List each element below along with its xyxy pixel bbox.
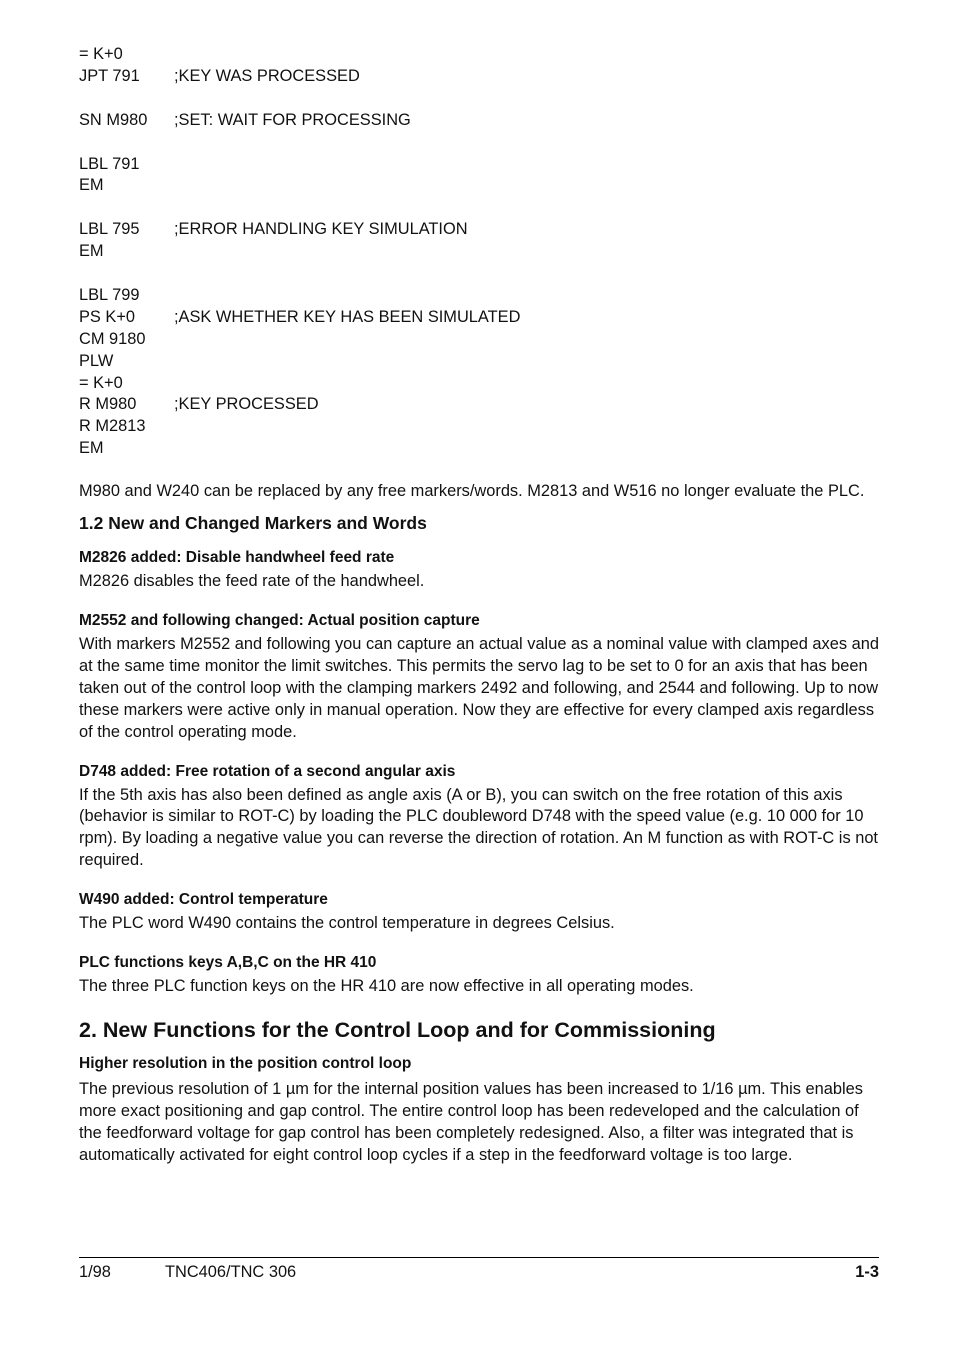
item-body: The three PLC function keys on the HR 410 are now effective in all operating modes.	[79, 977, 694, 996]
code-instruction: = K+0	[79, 45, 123, 63]
code-instruction: LBL 791	[79, 154, 140, 173]
code-blank-line	[79, 263, 879, 285]
code-instruction: EM	[79, 176, 104, 195]
code-instruction: LBL 799	[79, 285, 140, 304]
code-blank-line	[79, 197, 879, 219]
code-instruction: R M2813	[79, 417, 146, 436]
code-row	[79, 351, 879, 373]
item-heading: W490 added: Control temperature	[79, 891, 328, 909]
code-instruction: SN M980	[79, 110, 148, 129]
item-body: The PLC word W490 contains the control temperature in degrees Celsius.	[79, 914, 615, 933]
item-body: M2826 disables the feed rate of the handwheel.	[79, 572, 425, 591]
section-2-title: 2. New Functions for the Control Loop and for Commissioning	[79, 1017, 716, 1042]
code-row	[79, 329, 879, 351]
code-comment: ;ERROR HANDLING KEY SIMULATION	[174, 220, 468, 239]
code-instruction: PLW	[79, 351, 114, 370]
code-instruction: PS K+0	[79, 307, 136, 326]
code-instruction: = K+0	[79, 373, 123, 392]
code-row	[79, 66, 879, 88]
section-2-subheading: Higher resolution in the position control loop	[79, 1054, 412, 1072]
code-comment: ;KEY WAS PROCESSED	[174, 66, 360, 85]
code-blank-line	[79, 88, 879, 110]
code-row	[79, 285, 879, 307]
code-instruction: CM 9180	[79, 329, 146, 348]
intro-note: M980 and W240 can be replaced by any free markers/words. M2813 and W516 no longer evaluate the PLC.	[79, 482, 865, 501]
code-instruction: EM	[79, 439, 104, 458]
code-row	[79, 416, 879, 438]
code-row	[79, 219, 879, 241]
item-body: With markers M2552 and following you can capture an actual value as a nominal value with clamped axes and at the same time monitor the limit switches. This permits the servo lag to be set to 0 for an axis that has been taken out of the control loop with the clamping markers 2492 and following, and 2544 and following. Up to now these markers were active only in manual operation. Now they are effective for every clamped axis regardless of the control operating mode.	[79, 634, 879, 741]
footer-date: 1/98	[79, 1263, 111, 1281]
item-body: If the 5th axis has also been defined as angle axis (A or B), you can switch on the free rotation of this axis (behavior is similar to ROT-C) by loading the PLC doubleword D748 with the speed value (e.g. 10 000 for 10 rpm). By loading a negative value you can reverse the direction of rotation. An M function as with ROT-C is not required.	[79, 785, 878, 870]
code-row	[79, 44, 879, 66]
code-comment: ;ASK WHETHER KEY HAS BEEN SIMULATED	[174, 307, 521, 326]
code-instruction: R M980	[79, 395, 137, 414]
code-row	[79, 394, 879, 416]
code-instruction: LBL 795	[79, 220, 140, 239]
code-instruction: EM	[79, 242, 104, 261]
section-1-2-title: 1.2 New and Changed Markers and Words	[79, 513, 427, 534]
footer-model: TNC406/TNC 306	[165, 1263, 297, 1281]
code-row	[79, 175, 879, 197]
section-2-body: The previous resolution of 1 µm for the internal position values has been increased to 1/16 µm. This enables more exact positioning and gap control. The entire control loop has been redeveloped and the calculation of the feedforward voltage for gap control has been completely redesigned. Also, a filter was integrated that is automatically activated for eight control loop cycles if a step in the feedforward voltage is too large.	[79, 1079, 863, 1164]
item-heading: M2826 added: Disable handwheel feed rate	[79, 549, 395, 567]
item-heading: D748 added: Free rotation of a second angular axis	[79, 762, 456, 780]
code-row	[79, 373, 879, 395]
page-content	[79, 44, 879, 1167]
item-heading: M2552 and following changed: Actual position capture	[79, 611, 480, 629]
code-row	[79, 154, 879, 176]
plc-code-listing	[79, 44, 879, 460]
code-row	[79, 241, 879, 263]
code-instruction: JPT 791	[79, 66, 140, 85]
footer-page-number: 1-3	[855, 1263, 879, 1281]
code-comment: ;KEY PROCESSED	[174, 395, 319, 414]
code-row	[79, 307, 879, 329]
code-row	[79, 438, 879, 460]
code-comment: ;SET: WAIT FOR PROCESSING	[174, 110, 411, 129]
code-blank-line	[79, 132, 879, 154]
page-footer	[79, 1257, 879, 1288]
item-heading: PLC functions keys A,B,C on the HR 410	[79, 954, 377, 972]
code-row	[79, 110, 879, 132]
